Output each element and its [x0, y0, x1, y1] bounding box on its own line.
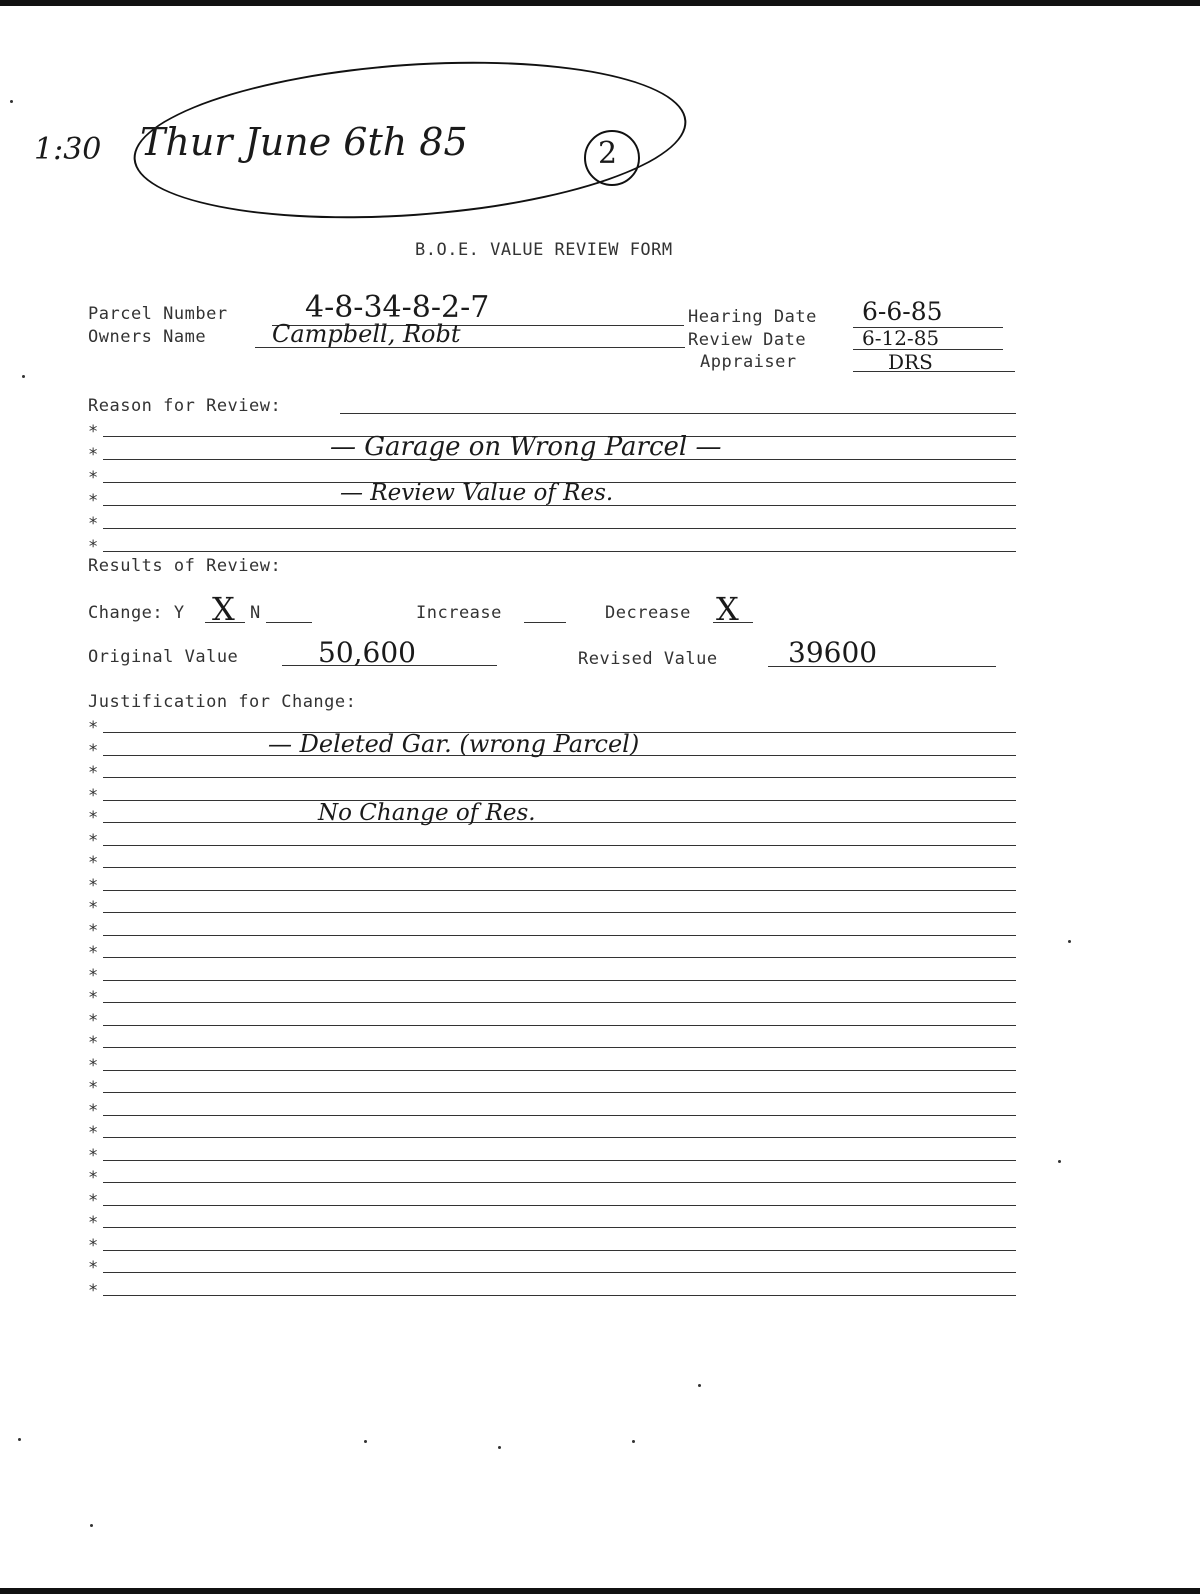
justification-row-star: * [88, 988, 99, 1008]
justification-row-star: * [88, 943, 99, 963]
revised-value: 39600 [788, 636, 878, 669]
scan-speck [498, 1446, 501, 1449]
justification-label: Justification for Change: [88, 692, 357, 712]
justification-line-1: — Deleted Gar. (wrong Parcel) [268, 730, 640, 758]
scan-top-edge [0, 0, 1200, 6]
justification-row-star: * [88, 1100, 99, 1121]
note-time: 1:30 [34, 132, 102, 167]
justification-row-star: * [88, 853, 99, 873]
revised-value-label: Revised Value [578, 649, 718, 669]
appraiser-label: Appraiser [700, 352, 797, 372]
owners-name-label: Owners Name [88, 327, 207, 347]
justification-row-line [103, 935, 1016, 936]
justification-row-line [103, 1160, 1016, 1161]
justification-row-line [103, 1137, 1016, 1138]
justification-line-2: No Change of Res. [318, 800, 536, 826]
justification-row-line [103, 1092, 1016, 1093]
hearing-date-value: 6-6-85 [862, 297, 943, 326]
justification-row-line [103, 890, 1016, 891]
justification-row-line [103, 1002, 1016, 1003]
results-label: Results of Review: [88, 556, 282, 576]
decrease-mark: X [716, 590, 739, 628]
justification-row-star: * [88, 1078, 99, 1098]
appraiser-line [853, 371, 1015, 372]
justification-row-line [103, 1250, 1016, 1251]
justification-row-star: * [88, 1123, 99, 1143]
justification-row-star: * [88, 1190, 99, 1211]
reason-row-star: * [88, 445, 99, 465]
justification-row-star: * [88, 875, 99, 896]
justification-row-line [103, 957, 1016, 958]
change-no-line [266, 622, 312, 623]
justification-row-star: * [88, 1280, 99, 1301]
justification-row-line [103, 1047, 1016, 1048]
note-date: Thur June 6th 85 [140, 120, 468, 164]
justification-row-star: * [88, 830, 99, 851]
review-date-value: 6-12-85 [862, 326, 940, 350]
justification-row-star: * [88, 1010, 99, 1031]
owners-name-value: Campbell, Robt [272, 320, 461, 348]
reason-row-star: * [88, 422, 99, 442]
hearing-date-label: Hearing Date [688, 307, 817, 327]
scan-speck [1068, 940, 1071, 943]
change-no-label: N [250, 603, 261, 623]
justification-row-line [103, 822, 1016, 823]
decrease-label: Decrease [605, 603, 691, 623]
justification-row-star: * [88, 965, 99, 986]
justification-row-line [103, 845, 1016, 846]
scan-speck [698, 1384, 701, 1387]
justification-row-line [103, 1295, 1016, 1296]
justification-row-star: * [88, 898, 99, 918]
change-yes-mark: X [212, 590, 235, 628]
increase-line [524, 622, 566, 623]
justification-row-star: * [88, 1055, 99, 1076]
justification-row-line [103, 912, 1016, 913]
appraiser-value: DRS [888, 350, 933, 374]
scan-speck [22, 375, 25, 378]
scan-speck [90, 1524, 93, 1527]
reason-row-star: * [88, 491, 99, 511]
original-value-label: Original Value [88, 647, 239, 667]
justification-row-line [103, 1070, 1016, 1071]
scan-speck [632, 1440, 635, 1443]
justification-row-star: * [88, 1033, 99, 1053]
reason-line-1: — Garage on Wrong Parcel — [330, 432, 722, 462]
reason-label-line [340, 413, 1016, 414]
justification-row-line [103, 1227, 1016, 1228]
reason-row-star: * [88, 468, 99, 488]
parcel-number-label: Parcel Number [88, 304, 228, 324]
original-value: 50,600 [318, 636, 416, 669]
justification-row-star: * [88, 740, 99, 761]
justification-row-line [103, 777, 1016, 778]
justification-row-star: * [88, 1145, 99, 1166]
reason-line-2: — Review Value of Res. [340, 480, 614, 506]
justification-row-line [103, 1182, 1016, 1183]
justification-row-line [103, 1205, 1016, 1206]
reason-row-star: * [88, 514, 99, 534]
page-number: 2 [598, 136, 618, 171]
justification-row-line [103, 1025, 1016, 1026]
justification-row-star: * [88, 785, 99, 806]
justification-row-line [103, 1115, 1016, 1116]
justification-row-star: * [88, 1258, 99, 1278]
justification-row-star: * [88, 763, 99, 783]
justification-row-line [103, 867, 1016, 868]
justification-row-star: * [88, 920, 99, 941]
justification-row-star: * [88, 1213, 99, 1233]
form-title: B.O.E. VALUE REVIEW FORM [415, 240, 673, 260]
justification-row-line [103, 800, 1016, 801]
justification-row-star: * [88, 1235, 99, 1256]
reason-row-star: * [88, 537, 99, 557]
parcel-number-value: 4-8-34-8-2-7 [305, 290, 490, 325]
scan-bottom-edge [0, 1588, 1200, 1594]
scan-speck [1058, 1160, 1061, 1163]
reason-row-line [103, 551, 1016, 552]
justification-row-line [103, 1272, 1016, 1273]
reason-row-line [103, 528, 1016, 529]
justification-row-star: * [88, 808, 99, 828]
scan-speck [364, 1440, 367, 1443]
reason-label: Reason for Review: [88, 396, 282, 416]
justification-row-star: * [88, 718, 99, 738]
increase-label: Increase [416, 603, 502, 623]
change-label: Change: Y [88, 603, 185, 623]
justification-row-line [103, 980, 1016, 981]
scan-speck [10, 100, 13, 103]
justification-row-star: * [88, 1168, 99, 1188]
review-date-label: Review Date [688, 330, 807, 350]
scan-speck [18, 1438, 21, 1441]
